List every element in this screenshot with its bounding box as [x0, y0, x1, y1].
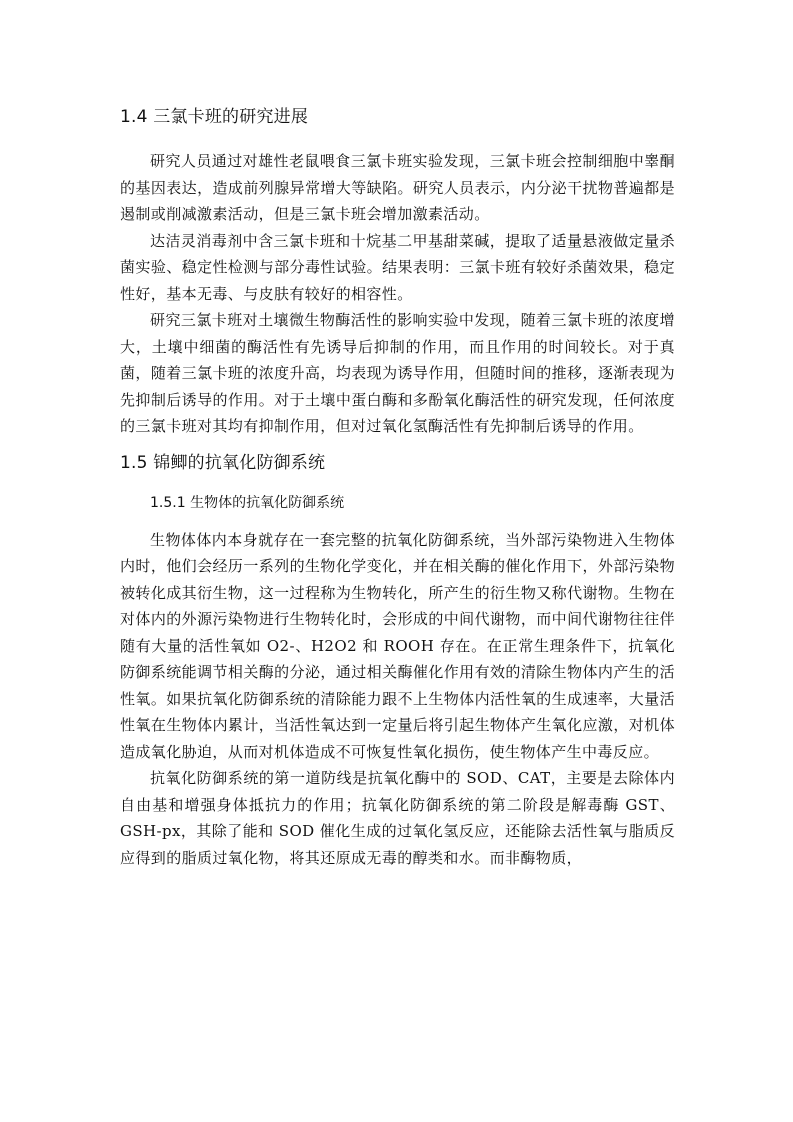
paragraph: 研究三氯卡班对土壤微生物酶活性的影响实验中发现，随着三氯卡班的浓度增大，土壤中细菌的酶活性有先诱导后抑制的作用，而且作用的时间较长。对于真菌，随着三氯卡班的浓度升高，均表现为诱导作用，但随时间的推移，逐渐表现为先抑制后诱导的作用。对于土壤中蛋白酶和多酚氧化酶活性的研究发现，任何浓度的三氯卡班对其均有抑制作用，但对过氧化氢酶活性有先抑制后诱导的作用。 — [120, 311, 675, 435]
subsection-heading-1-5-1: 1.5.1 生物体的抗氧化防御系统 — [150, 494, 345, 511]
section-heading-1-4: 1.4 三氯卡班的研究进展 — [120, 107, 309, 127]
paragraph: 研究人员通过对雄性老鼠喂食三氯卡班实验发现，三氯卡班会控制细胞中睾酮的基因表达，造成前列腺异常增大等缺陷。研究人员表示，内分泌干扰物普遍都是遏制或削减激素活动，但是三氯卡班会增加激素活动。 — [120, 152, 675, 223]
paragraph: 达洁灵消毒剂中含三氯卡班和十烷基二甲基甜菜碱，提取了适量悬液做定量杀菌实验、稳定性检测与部分毒性试验。结果表明：三氯卡班有较好杀菌效果，稳定性好，基本无毒、与皮肤有较好的相容性。 — [120, 231, 675, 303]
paragraph: 抗氧化防御系统的第一道防线是抗氧化酶中的 SOD、CAT，主要是去除体内自由基和增强身体抵抗力的作用；抗氧化防御系统的第二阶段是解毒酶 GST、GSH-px，其除了能和 SOD 催化生成的过氧化氢反应，还能除去活性氧与脂质反应得到的脂质过氧化物，将其还原成无毒的醇类和水。而非酶物质， — [120, 769, 675, 867]
page-content — [120, 98, 675, 871]
paragraph: 生物体体内本身就存在一套完整的抗氧化防御系统，当外部污染物进入生物体内时，他们会经历一系列的生物化学变化，并在相关酶的催化作用下，外部污染物被转化成其衍生物，这一过程称为生物转化，所产生的衍生物又称代谢物。生物在对体内的外源污染物进行生物转化时，会形成的中间代谢物，而中间代谢物往往伴随有大量的活性氧如 O2-、H2O2 和 ROOH 存在。在正常生理条件下，抗氧化防御系统能调节相关酶的分泌，通过相关酶催化作用有效的清除生物体内产生的活性氧。如果抗氧化防御系统的清除能力跟不上生物体内活性氧的生成速率，大量活性氧在生物体内累计，当活性氧达到一定量后将引起生物体产生氧化应激，对机体造成氧化胁迫，从而对机体造成不可恢复性氧化损伤，使生物体产生中毒反应。 — [120, 530, 675, 761]
section-heading-1-5: 1.5 锦鲫的抗氧化防御系统 — [120, 452, 326, 473]
